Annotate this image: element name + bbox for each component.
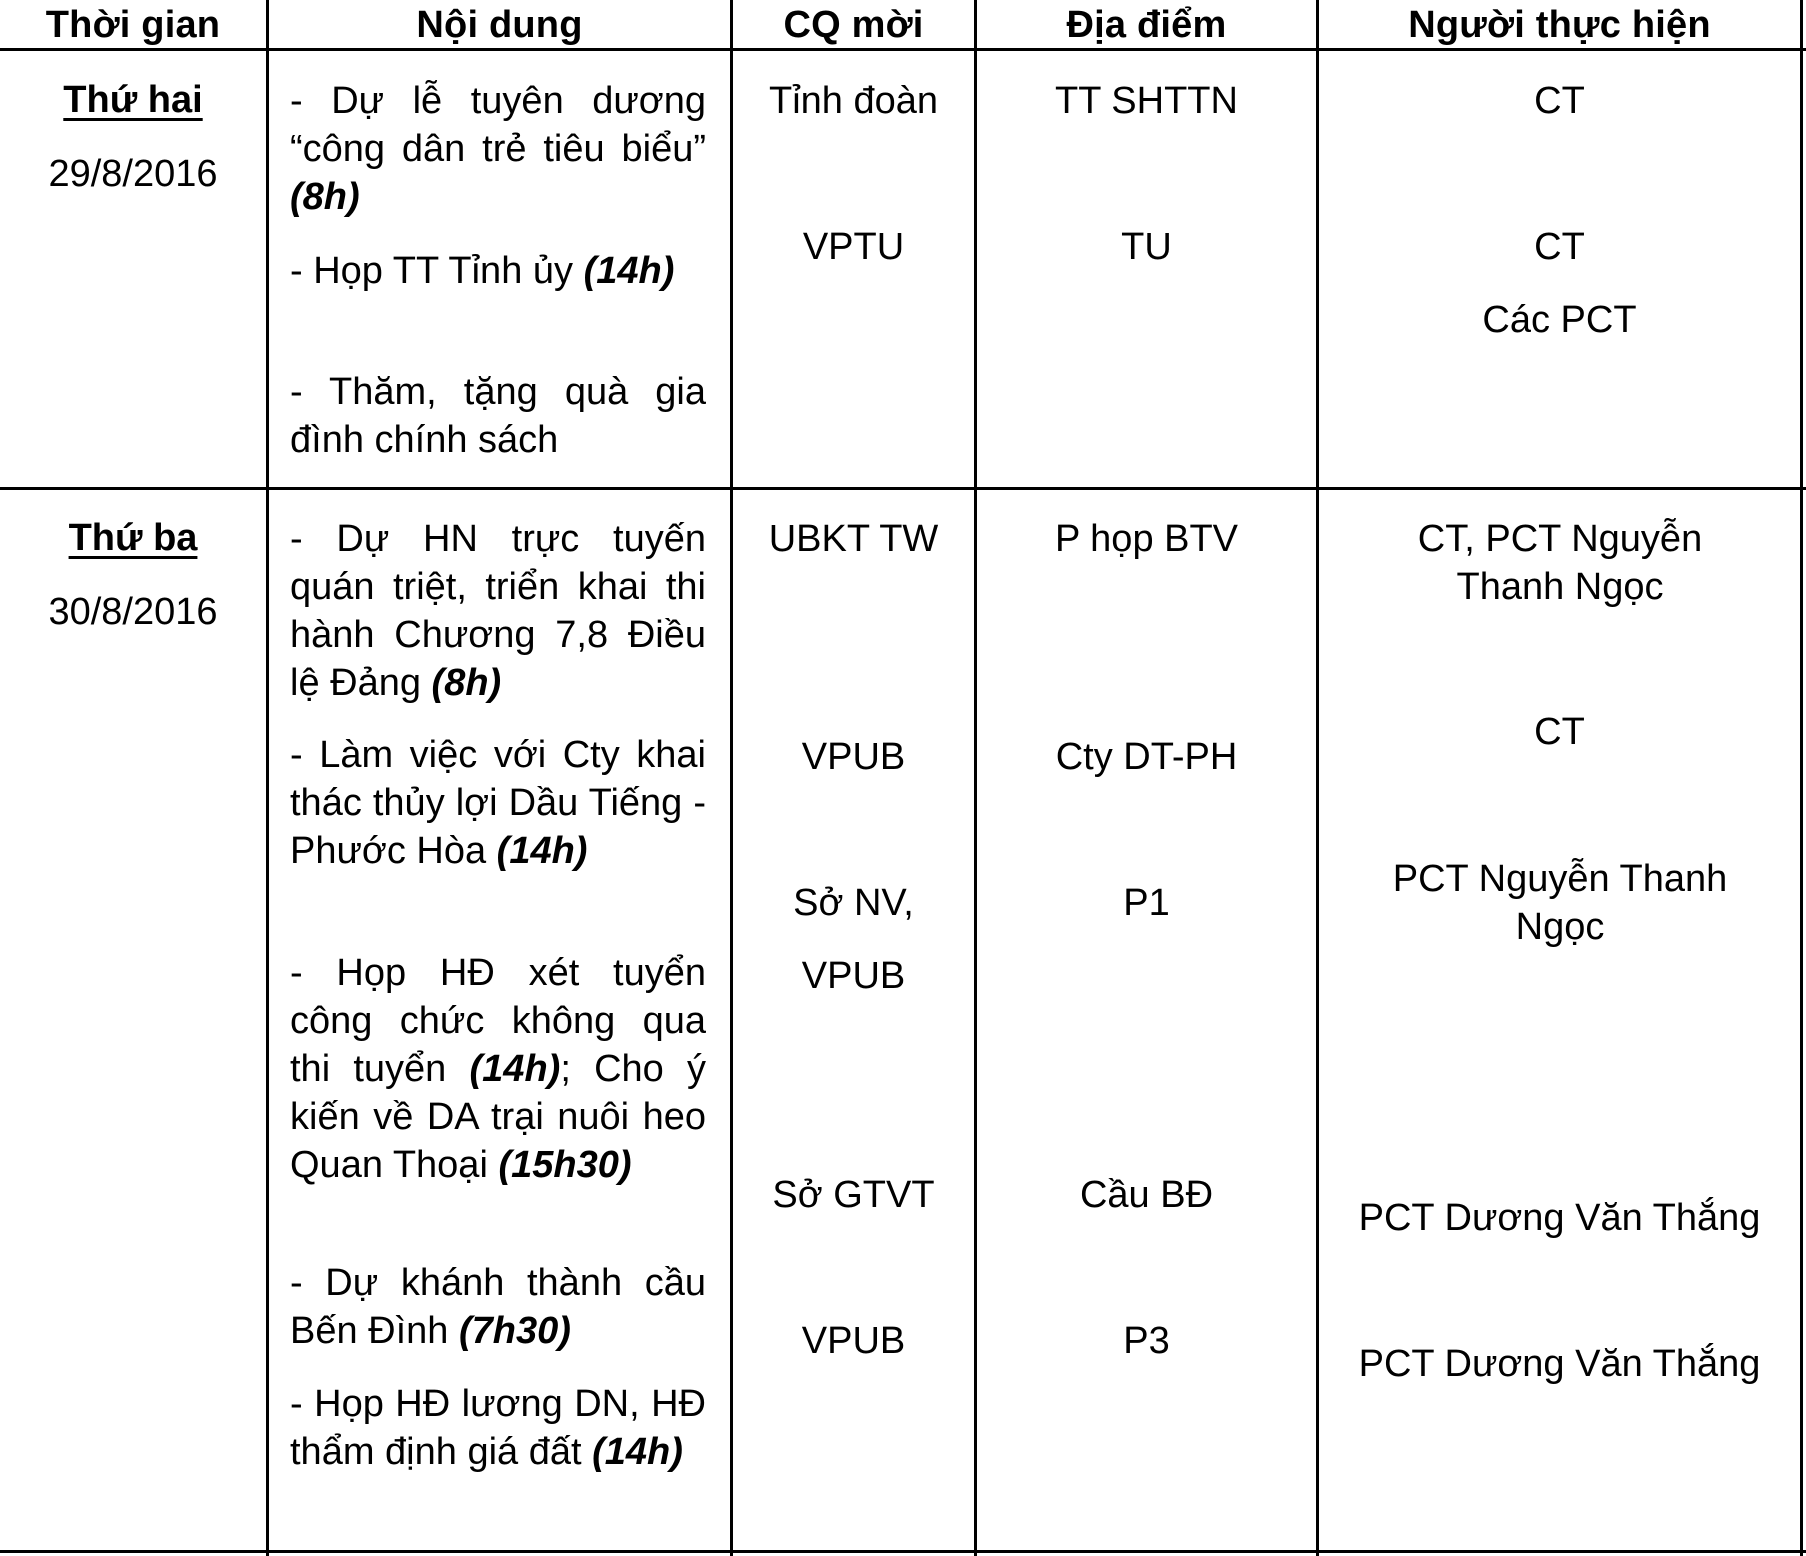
location-cell: Cầu BĐ [1079,1174,1214,1216]
day-name [0,76,266,124]
table-bottom-border [0,1550,1806,1553]
content-item: - Làm việc với Cty khai thác thủy lợi Dầu Tiếng - Phước Hòa (14h) [290,734,706,872]
agency-cell: Tỉnh đoàn [768,80,938,122]
person-cell: PCT Nguyễn Thanh Ngọc [1392,858,1728,948]
content-item: - Họp HĐ lương DN, HĐ thẩm định giá đất (14h) [290,1383,706,1473]
content-item: - Họp TT Tỉnh ủy (14h) [290,250,675,292]
day-date: 29/8/2016 [48,153,218,195]
day-name [0,514,266,562]
day-label: Thứ ba [68,517,198,559]
person-cell: CT, PCT Nguyễn Thanh Ngọc [1417,518,1703,608]
location-cell: TU [1121,226,1172,268]
content-item: - Dự khánh thành cầu Bến Đình (7h30) [290,1262,706,1352]
person-cell: CT [1534,226,1585,268]
agency-cell: VPUB [801,1320,906,1362]
header-time: Thời gian [45,3,221,46]
header-inviting-agency: CQ mời [783,3,924,46]
person-cell: PCT Dương Văn Thắng [1358,1343,1761,1385]
agency-cell: VPUB [801,955,906,997]
location-cell: P3 [1123,1320,1170,1362]
location-cell: TT SHTTN [1055,80,1238,122]
person-cell: CT [1534,80,1585,122]
row-divider [0,487,1806,490]
header-content: Nội dung [416,3,583,46]
content-item: - Dự lễ tuyên dương “công dân trẻ tiêu biểu” (8h) [290,80,706,218]
person-cell: CT [1534,711,1585,753]
agency-cell: UBKT TW [768,518,939,560]
agency-cell: Sở GTVT [772,1174,935,1216]
day-date: 30/8/2016 [48,591,218,633]
content-item: - Họp HĐ xét tuyển công chức không qua thi tuyển (14h); Cho ý kiến về DA trại nuôi heo Quan Thoại (15h30) [290,952,706,1186]
agency-cell: VPTU [802,226,905,268]
day-label: Thứ hai [63,79,203,121]
location-cell: P1 [1123,882,1170,924]
content-item: - Thăm, tặng quà gia đình chính sách [290,371,706,461]
agency-cell: Sở NV, [793,882,914,924]
column-divider [266,0,269,1556]
location-cell: P họp BTV [1054,518,1239,560]
agency-cell: VPUB [801,736,906,778]
header-location: Địa điểm [1066,3,1227,46]
person-cell: PCT Dương Văn Thắng [1358,1197,1761,1239]
person-cell: Các PCT [1482,299,1637,341]
content-item: - Dự HN trực tuyến quán triệt, triển khai thi hành Chương 7,8 Điều lệ Đảng (8h) [290,518,706,704]
table-right-border [1800,0,1803,1556]
location-cell: Cty DT-PH [1055,736,1238,778]
header-person: Người thực hiện [1408,3,1711,46]
